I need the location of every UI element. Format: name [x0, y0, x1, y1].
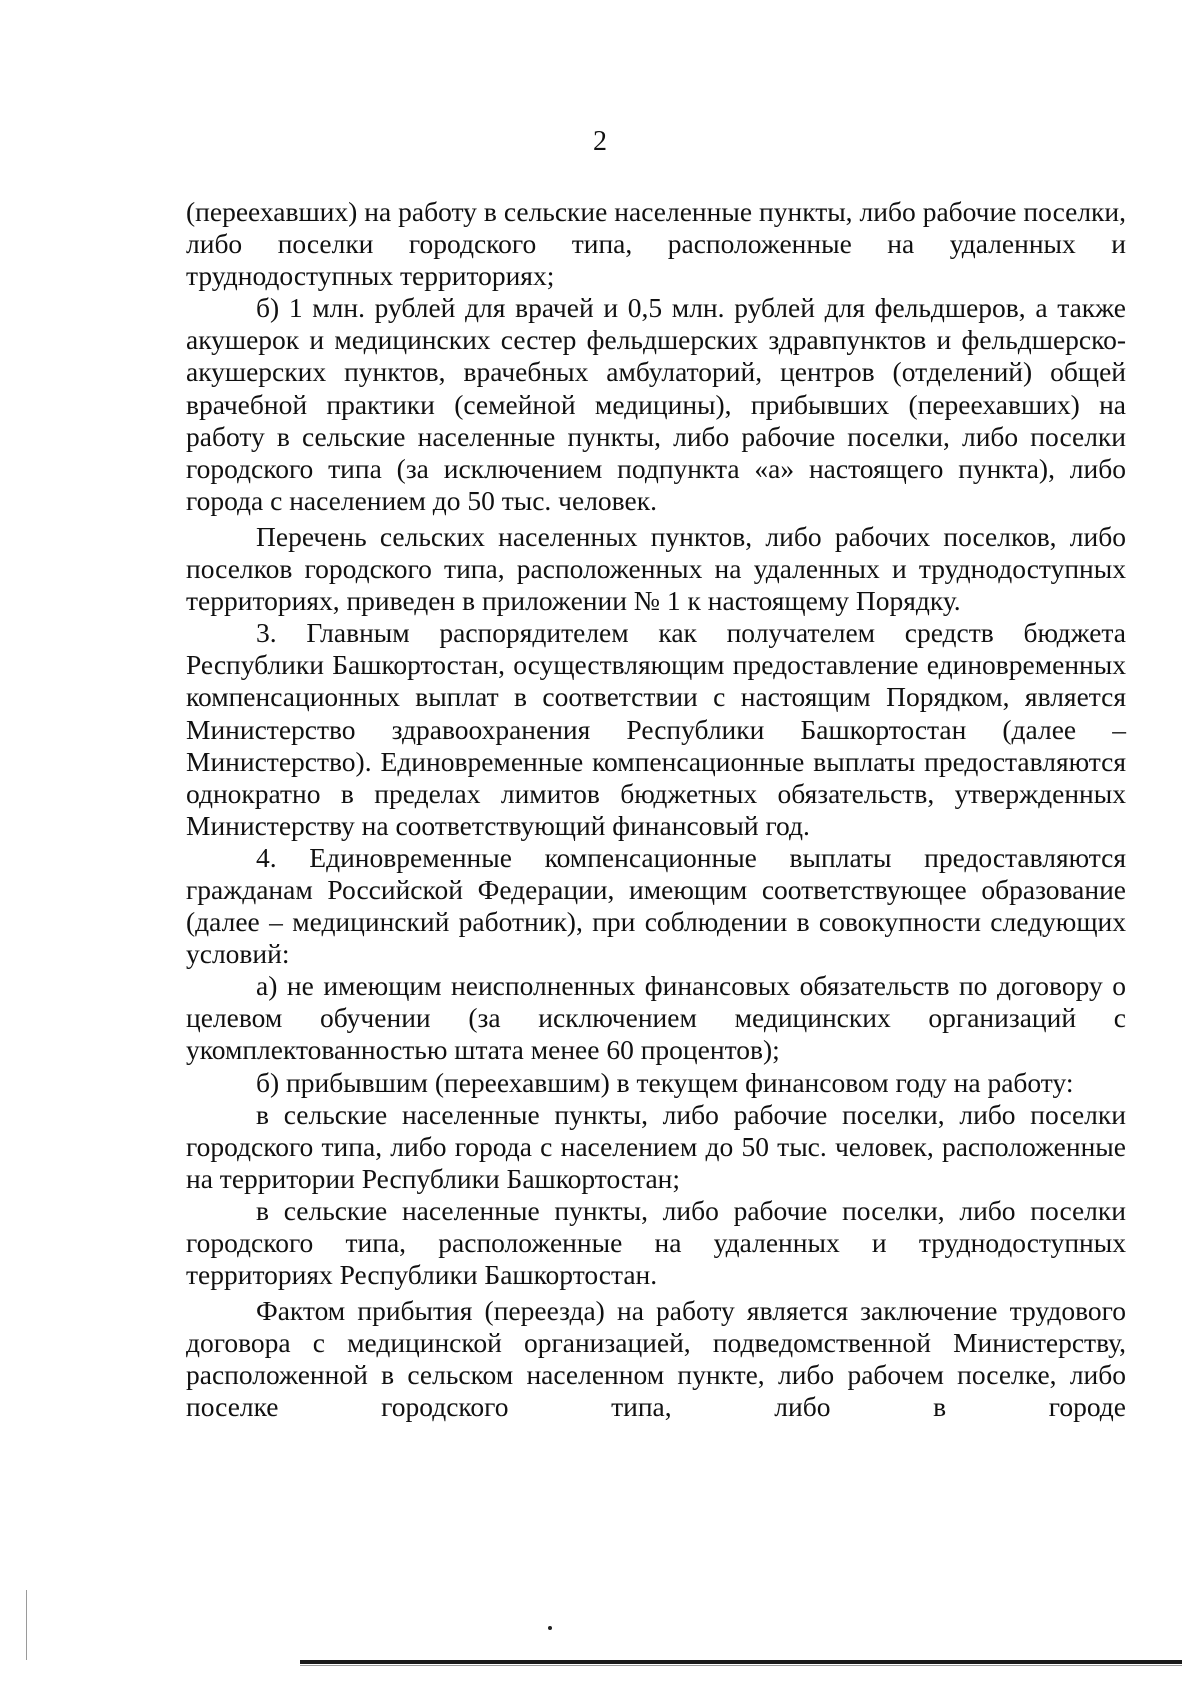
paragraph-arrival-fact: Фактом прибытия (переезда) на работу является заключение трудового договора с медицинской организацией, подведомственной Министерству, расположенной в сельском населенном пункте, либо рабочем поселке, либо поселке городского типа, либо в городе [186, 1295, 1126, 1423]
paragraph-condition-b-2: в сельские населенные пункты, либо рабочие поселки, либо поселки городского типа, расположенные на удаленных и труднодоступных территориях Республики Башкортостан. [186, 1194, 1126, 1291]
paragraph-list-reference: Перечень сельских населенных пунктов, либо рабочих поселков, либо поселков городского типа, расположенных на удаленных и труднодоступных территориях, приведен в приложении № 1 к настоящему Порядку. [186, 520, 1126, 617]
paragraph-condition-b-1: в сельские населенные пункты, либо рабочие поселки, либо поселки городского типа, либо города с населением до 50 тыс. человек, расположенные на территории Республики Башкортостан; [186, 1098, 1126, 1194]
paragraph-condition-a: а) не имеющим неисполненных финансовых обязательств по договору о целевом обучении (за исключением медицинских организаций с укомплектованностью штата менее 60 процентов); [186, 970, 1126, 1066]
paragraph-item-3: 3. Главным распорядителем как получателем средств бюджета Республики Башкортостан, осуществляющим предоставление единовременных компенсационных выплат в соответствии с настоящим Порядком, является Министерство здравоохранения Республики Башкортостан (далее – Министерство). Единовременные компенсационные выплаты предоставляются однократно в пределах лимитов бюджетных обязательств, утвержденных Министерству на соответствующий финансовый год. [186, 617, 1126, 841]
paragraph-condition-b: б) прибывшим (переехавшим) в текущем финансовом году на работу: [256, 1066, 1074, 1098]
paragraph-subitem-b: б) 1 млн. рублей для врачей и 0,5 млн. рублей для фельдшеров, а также акушерок и медицинских сестер фельдшерских здравпунктов и фельдшерско-акушерских пунктов, врачебных амбулаторий, центров (отделений) общей врачебной практики (семейной медицины), прибывших (переехавших) на работу в сельские населенные пункты, либо рабочие поселки, либо поселки городского типа (за исключением подпункта «а» настоящего пункта), либо города с населением до 50 тыс. человек. [186, 292, 1126, 516]
paragraph-item-4: 4. Единовременные компенсационные выплаты предоставляются гражданам Российской Федерации, имеющим соответствующее образование (далее – медицинский работник), при соблюдении в совокупности следующих условий: [186, 841, 1126, 970]
paragraph-continuation: (переехавших) на работу в сельские населенные пункты, либо рабочие поселки, либо поселки городского типа, расположенные на удаленных и труднодоступных территориях; [186, 196, 1126, 292]
scan-bottom-edge [300, 1660, 1182, 1664]
body-text [186, 196, 1126, 1424]
scan-speck [548, 1626, 552, 1630]
scan-edge-line [26, 1590, 27, 1660]
page-number: 2 [593, 126, 607, 157]
scan-bottom-edge-shadow [300, 1665, 1182, 1666]
